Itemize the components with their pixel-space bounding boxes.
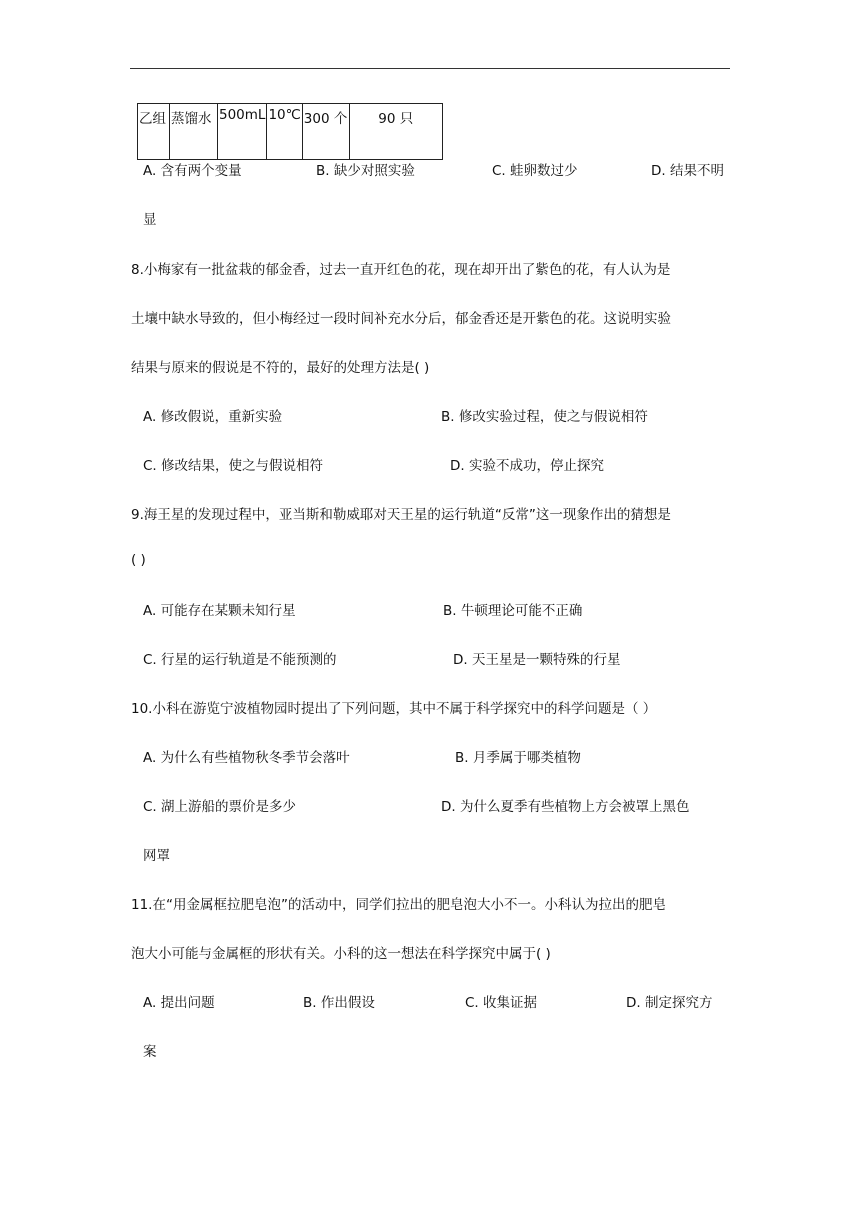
q11-option-d: D. 制定探究方 xyxy=(626,995,713,1011)
q10-option-a: A. 为什么有些植物秋冬季节会落叶 xyxy=(143,750,350,766)
q9-option-a: A. 可能存在某颗未知行星 xyxy=(143,603,296,619)
q11-option-d-wrap: 案 xyxy=(143,1044,157,1060)
header-rule xyxy=(130,68,730,69)
q8-stem-line-3: 结果与原来的假说是不符的，最好的处理方法是( ) xyxy=(131,360,430,376)
q10-option-d: D. 为什么夏季有些植物上方会被罩上黑色 xyxy=(441,799,690,815)
q8-option-c: C. 修改结果，使之与假说相符 xyxy=(143,458,324,474)
q11-stem-line-1: 11.在“用金属框拉肥皂泡”的活动中，同学们拉出的肥皂泡大小不一。小科认为拉出的肥皂 xyxy=(131,897,666,913)
q10-option-c: C. 湖上游船的票价是多少 xyxy=(143,799,297,815)
q11-stem-line-2: 泡大小可能与金属框的形状有关。小科的这一想法在科学探究中属于( ) xyxy=(131,946,551,962)
table-cell-liquid: 蒸馏水 xyxy=(170,104,218,160)
q9-option-d: D. 天王星是一颗特殊的行星 xyxy=(453,652,621,668)
q9-stem-line-1: 9.海王星的发现过程中，亚当斯和勒威耶对天王星的运行轨道“反常”这一现象作出的猜想是 xyxy=(131,507,671,523)
q11-option-b: B. 作出假设 xyxy=(303,995,375,1011)
q9-option-c: C. 行星的运行轨道是不能预测的 xyxy=(143,652,337,668)
q11-option-c: C. 收集证据 xyxy=(465,995,538,1011)
q9-stem-line-2: ( ) xyxy=(131,552,146,568)
table-cell-temperature: 10℃ xyxy=(267,104,302,160)
q7-option-a: A. 含有两个变量 xyxy=(143,163,242,179)
table-row xyxy=(138,104,443,160)
q7-option-d-wrap: 显 xyxy=(143,212,157,228)
q10-stem-line-1: 10.小科在游览宁波植物园时提出了下列问题，其中不属于科学探究中的科学问题是（ ） xyxy=(131,701,657,717)
q9-option-b: B. 牛顿理论可能不正确 xyxy=(443,603,583,619)
q7-option-c: C. 蛙卵数过少 xyxy=(492,163,578,179)
q8-stem-line-1: 8.小梅家有一批盆栽的郁金香，过去一直开红色的花，现在却开出了紫色的花，有人认为是 xyxy=(131,262,671,278)
q8-option-d: D. 实验不成功，停止探究 xyxy=(450,458,604,474)
q8-option-b: B. 修改实验过程，使之与假说相符 xyxy=(441,409,648,425)
table-cell-tadpoles: 90 只 xyxy=(349,104,442,160)
q10-option-d-wrap: 网罩 xyxy=(143,848,170,864)
q11-option-a: A. 提出问题 xyxy=(143,995,215,1011)
q8-option-a: A. 修改假说，重新实验 xyxy=(143,409,283,425)
q7-option-b: B. 缺少对照实验 xyxy=(316,163,415,179)
experiment-table xyxy=(137,103,443,160)
q8-stem-line-2: 土壤中缺水导致的，但小梅经过一段时间补充水分后，郁金香还是开紫色的花。这说明实验 xyxy=(131,311,671,327)
table-cell-group: 乙组 xyxy=(138,104,170,160)
q7-option-d: D. 结果不明 xyxy=(651,163,724,179)
table-cell-volume: 500mL xyxy=(218,104,267,160)
table-cell-eggs: 300 个 xyxy=(302,104,349,160)
q10-option-b: B. 月季属于哪类植物 xyxy=(455,750,581,766)
